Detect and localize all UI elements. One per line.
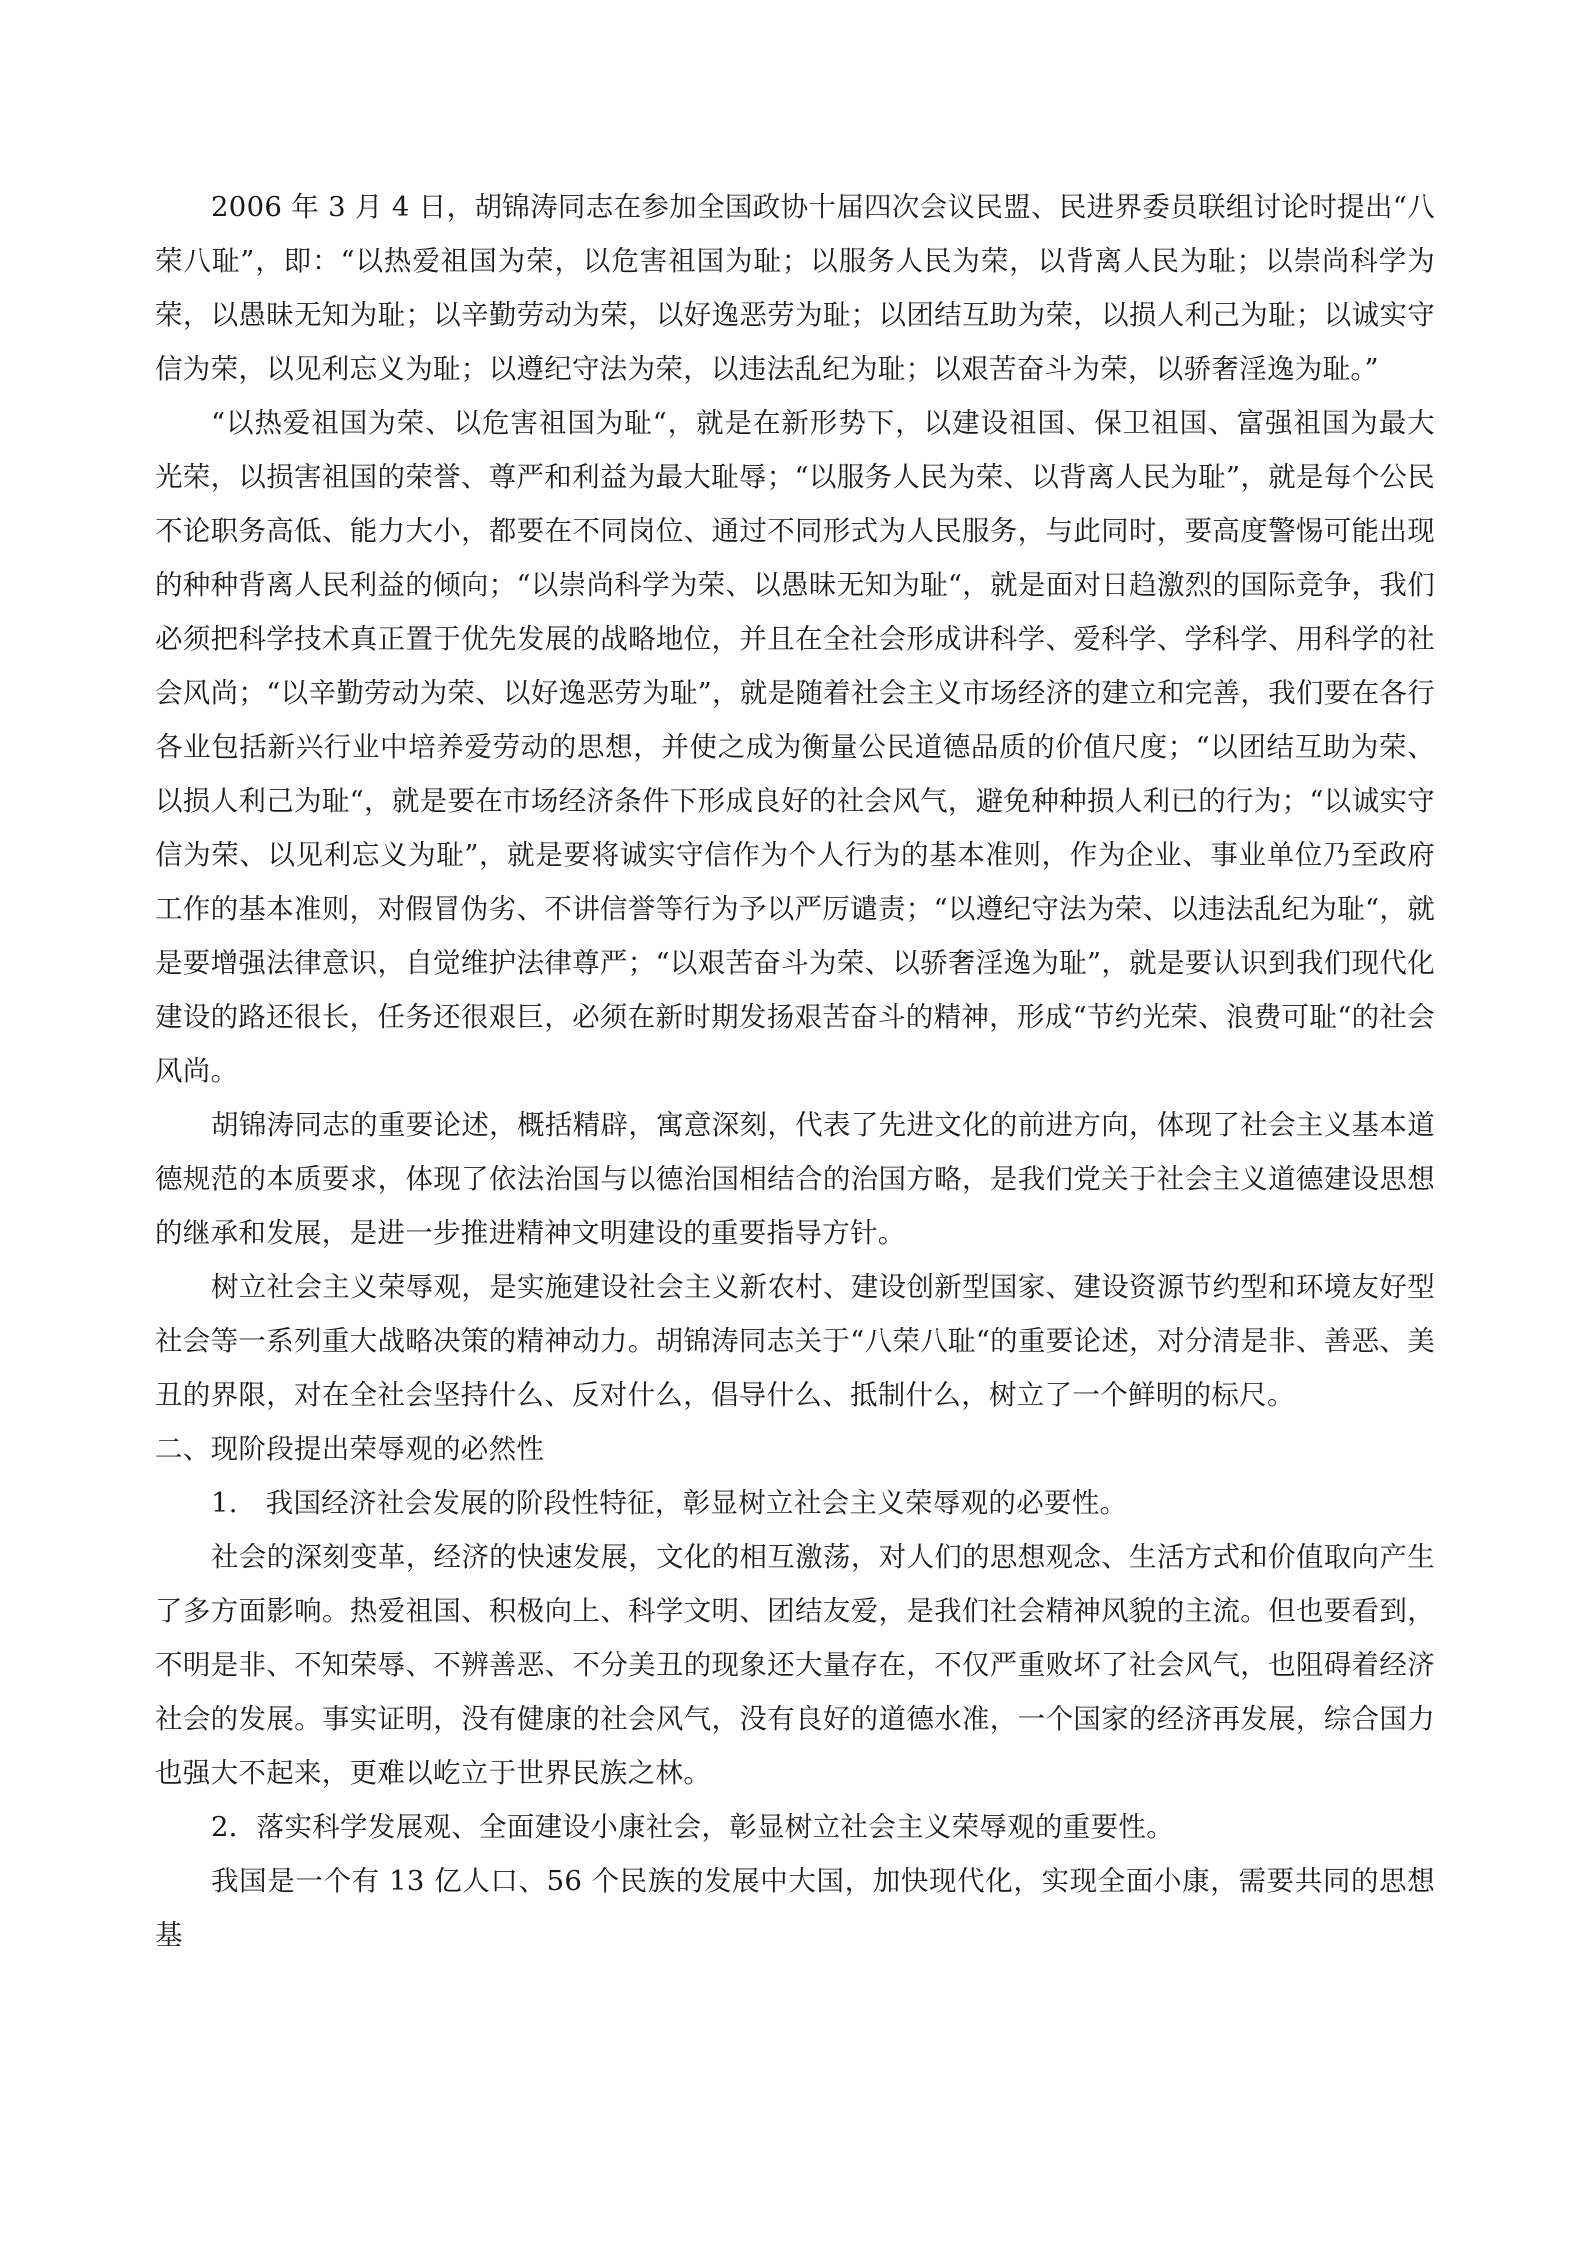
paragraph-spiritual-motivation: 树立社会主义荣辱观，是实施建设社会主义新农村、建设创新型国家、建设资源节约型和环境友好型社会等一系列重大战略决策的精神动力。胡锦涛同志关于“八荣八耻“的重要论述，对分清是非、善恶、美丑的界限，对在全社会坚持什么、反对什么，倡导什么、抵制什么，树立了一个鲜明的标尺。 xyxy=(155,1271,1435,1411)
document-page xyxy=(155,180,1435,1962)
paragraph-population: 我国是一个有 13 亿人口、56 个民族的发展中大国，加快现代化，实现全面小康，需要共同的思想基 xyxy=(155,1865,1435,1951)
subheading-item-2: 2．落实科学发展观、全面建设小康社会，彰显树立社会主义荣辱观的重要性。 xyxy=(211,1811,1174,1843)
section-heading-necessity: 二、现阶段提出荣辱观的必然性 xyxy=(155,1433,545,1465)
paragraph-eight-honors-intro: 2006 年 3 月 4 日，胡锦涛同志在参加全国政协十届四次会议民盟、民进界委员联组讨论时提出“八荣八耻”，即：“以热爱祖国为荣，以危害祖国为耻；以服务人民为荣，以背离人民为耻；以崇尚科学为荣，以愚昧无知为耻；以辛勤劳动为荣，以好逸恶劳为耻；以团结互助为荣，以损人利己为耻；以诚实守信为荣，以见利忘义为耻；以遵纪守法为荣，以违法乱纪为耻；以艰苦奋斗为荣，以骄奢淫逸为耻。” xyxy=(155,191,1435,385)
subheading-item-1: 1. 我国经济社会发展的阶段性特征，彰显树立社会主义荣辱观的必要性。 xyxy=(211,1487,1128,1519)
paragraph-social-change: 社会的深刻变革，经济的快速发展，文化的相互激荡，对人们的思想观念、生活方式和价值取向产生了多方面影响。热爱祖国、积极向上、科学文明、团结友爱，是我们社会精神风貌的主流。但也要看到，不明是非、不知荣辱、不辨善恶、不分美丑的现象还大量存在，不仅严重败坏了社会风气，也阻碍着经济社会的发展。事实证明，没有健康的社会风气，没有良好的道德水准，一个国家的经济再发展，综合国力也强大不起来，更难以屹立于世界民族之林。 xyxy=(155,1541,1435,1789)
paragraph-eight-honors-explanation: “以热爱祖国为荣、以危害祖国为耻“，就是在新形势下，以建设祖国、保卫祖国、富强祖国为最大光荣，以损害祖国的荣誉、尊严和利益为最大耻辱；“以服务人民为荣、以背离人民为耻”，就是每个公民不论职务高低、能力大小，都要在不同岗位、通过不同形式为人民服务，与此同时，要高度警惕可能出现的种种背离人民利益的倾向；“以崇尚科学为荣、以愚昧无知为耻“，就是面对日趋激烈的国际竞争，我们必须把科学技术真正置于优先发展的战略地位，并且在全社会形成讲科学、爱科学、学科学、用科学的社会风尚；“以辛勤劳动为荣、以好逸恶劳为耻”，就是随着社会主义市场经济的建立和完善，我们要在各行各业包括新兴行业中培养爱劳动的思想，并使之成为衡量公民道德品质的价值尺度；“以团结互助为荣、以损人利己为耻“，就是要在市场经济条件下形成良好的社会风气，避免种种损人利已的行为；“以诚实守信为荣、以见利忘义为耻”，就是要将诚实守信作为个人行为的基本准则，作为企业、事业单位乃至政府工作的基本准则，对假冒伪劣、不讲信誉等行为予以严厉谴责；“以遵纪守法为荣、以违法乱纪为耻“，就是要增强法律意识，自觉维护法律尊严；“以艰苦奋斗为荣、以骄奢淫逸为耻”，就是要认识到我们现代化建设的路还很长，任务还很艰巨，必须在新时期发扬艰苦奋斗的精神，形成“节约光荣、浪费可耻“的社会风尚。 xyxy=(155,407,1435,1087)
paragraph-significance: 胡锦涛同志的重要论述，概括精辟，寓意深刻，代表了先进文化的前进方向，体现了社会主义基本道德规范的本质要求，体现了依法治国与以德治国相结合的治国方略，是我们党关于社会主义道德建设思想的继承和发展，是进一步推进精神文明建设的重要指导方针。 xyxy=(155,1109,1435,1249)
